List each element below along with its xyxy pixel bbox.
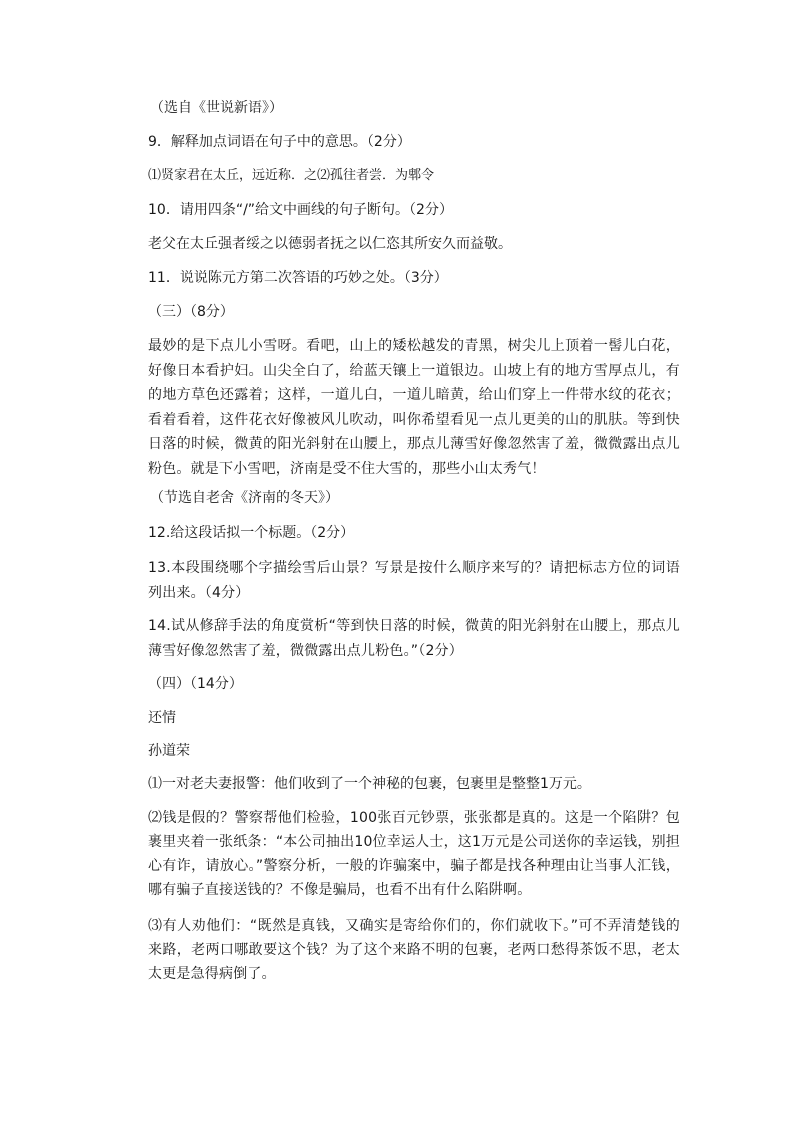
paragraph-number: ⑴ <box>148 776 162 792</box>
question-9: 9．解释加点词语在句子中的意思。（2分） <box>148 134 411 150</box>
paragraph-number: ⑶ <box>148 918 163 934</box>
paragraph-number: ⑵ <box>148 810 163 826</box>
paragraph-3 <box>148 914 680 986</box>
paragraph-2 <box>148 806 680 902</box>
article-author: 孙道荣 <box>148 743 190 759</box>
paragraph-1 <box>148 774 591 794</box>
question-10: 10．请用四条“/”给文中画线的句子断句。（2分） <box>148 202 453 218</box>
paragraph-text: 有人劝他们：“既然是真钱，又确实是寄给你们的，你们就收下。”可不弄清楚钱的来路，老两口哪敢要这个钱？为了这个来路不明的包裹，老两口愁得茶饭不思，老太太更是急得病倒了。 <box>148 918 681 982</box>
question-11: 11．说说陈元方第二次答语的巧妙之处。（3分） <box>148 270 448 286</box>
section-3-passage: 最妙的是下点儿小雪呀。看吧，山上的矮松越发的青黑，树尖儿上顶着一髻儿白花，好像日本看护妇。山尖全白了，给蓝天镶上一道银边。山坡上有的地方雪厚点儿，有的地方草色还露着；这样，一道儿白，一道儿暗黄，给山们穿上一件带水纹的花衣；看着看着，这件花衣好像被风儿吹动，叫你希望看见一点儿更美的山的肌肤。等到快日落的时候，微黄的阳光斜射在山腰上，那点儿薄雪好像忽然害了羞，微微露出点儿粉色。就是下小雪吧，济南是受不住大雪的，那些小山太秀气！ <box>148 338 680 477</box>
paragraph-text: 钱是假的？警察帮他们检验，100张百元钞票，张张都是真的。这是一个陷阱？包裹里夹着一张纸条：“本公司抽出10位幸运人士，这1万元是公司送你的幸运钱，别担心有诈，请放心。”警察分析，一般的诈骗案中，骗子都是找各种理由让当事人汇钱，哪有骗子直接送钱的？不像是骗局，也看不出有什么陷阱啊。 <box>148 810 680 898</box>
article-title: 还情 <box>148 710 176 726</box>
section-3-source: （节选自老舍《济南的冬天》） <box>150 490 339 506</box>
paragraph-text: 一对老夫妻报警：他们收到了一个神秘的包裹，包裹里是整整1万元。 <box>162 776 591 792</box>
question-9-items: ⑴贤家君在太丘，远近称．之⑵孤往者尝．为郫令 <box>148 168 435 183</box>
question-12: 12.给这段话拟一个标题。（2分） <box>148 525 355 541</box>
question-14: 14.试从修辞手法的角度赏析“等到快日落的时候，微黄的阳光斜射在山腰上，那点儿薄雪好像忽然害了羞，微微露出点儿粉色。”（2分） <box>148 618 680 659</box>
question-10-sentence: 老父在太丘强者绥之以德弱者抚之以仁恣其所安久而益敬。 <box>148 236 512 252</box>
source-line: （选自《世说新语》） <box>150 100 283 116</box>
question-13: 13.本段围绕哪个字描绘雪后山景？写景是按什么顺序来写的？请把标志方位的词语列出来。（4分） <box>148 560 680 601</box>
section-3-heading: （三）（8分） <box>148 304 234 320</box>
section-4-heading: （四）（14分） <box>148 676 243 692</box>
